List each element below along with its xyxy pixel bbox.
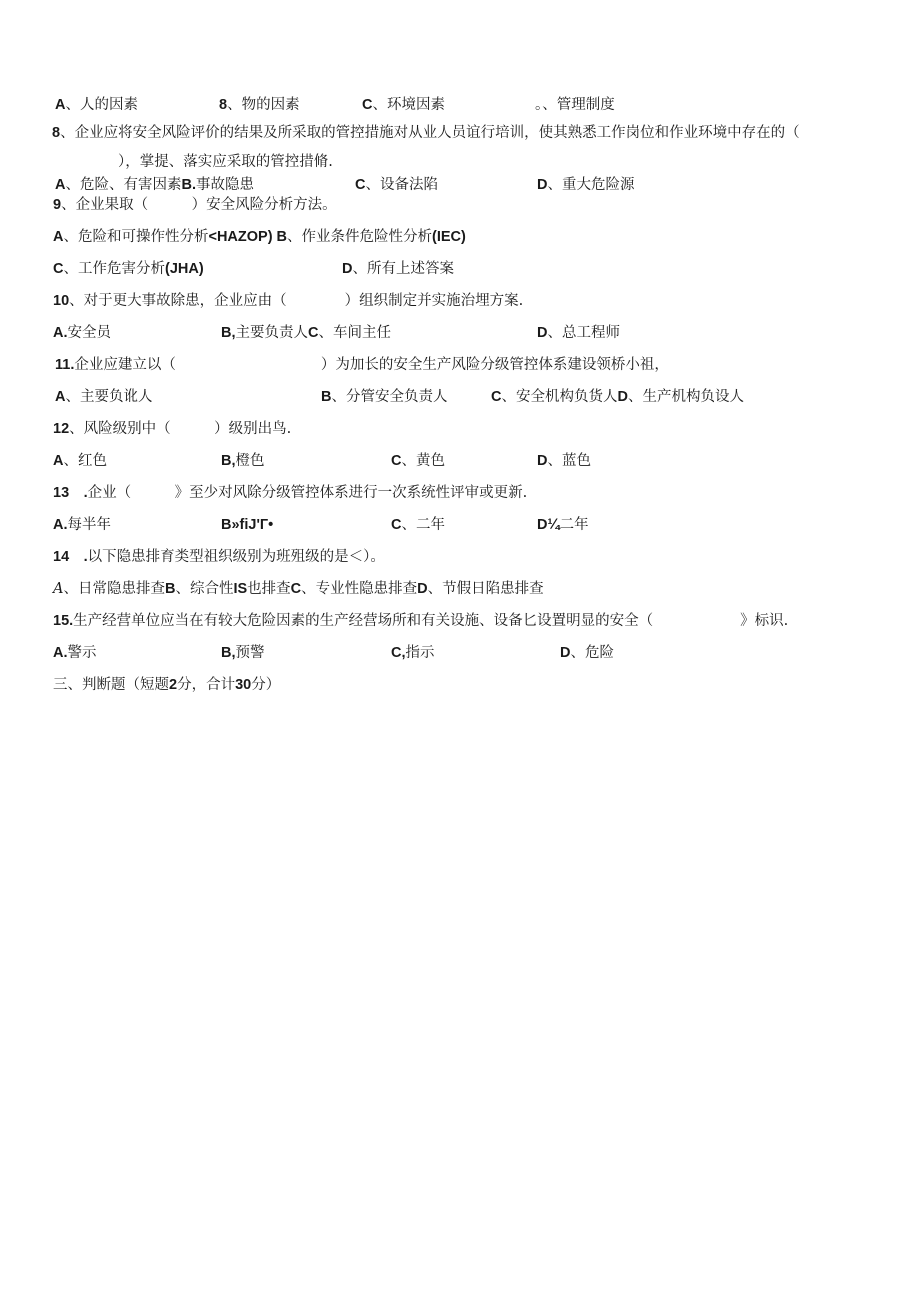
- text-line: [53, 324, 111, 342]
- text-line: [53, 292, 523, 310]
- text-span: C: [391, 453, 402, 469]
- text-span: C: [491, 389, 502, 405]
- text-span: IS: [233, 581, 248, 597]
- text-span: D: [417, 581, 428, 597]
- text-line: [55, 176, 254, 194]
- text-span: 、安全机构负货人: [501, 389, 618, 405]
- text-span: 、二年: [401, 517, 445, 533]
- text-span: 、风险级别中（ ）级别出鸟.: [69, 421, 292, 437]
- text-span: D: [342, 261, 353, 277]
- text-span: A: [53, 581, 64, 597]
- text-span: 15.: [53, 613, 74, 629]
- text-span: A: [53, 453, 64, 469]
- text-line: [53, 644, 97, 662]
- text-span: 、综合性: [175, 581, 234, 597]
- text-span: A: [55, 177, 66, 193]
- text-line: [118, 153, 333, 171]
- text-span: B.: [181, 177, 196, 193]
- text-line: [321, 388, 447, 406]
- text-span: 、人的因素: [65, 97, 138, 113]
- text-span: 、蓝色: [547, 453, 591, 469]
- text-span: 警示: [67, 645, 97, 661]
- text-line: [537, 324, 620, 342]
- text-line: [53, 228, 466, 246]
- text-span: 安全员: [67, 325, 111, 341]
- text-span: 9: [53, 197, 62, 213]
- text-span: 、日常隐患排查: [63, 581, 165, 597]
- text-span: C: [391, 517, 402, 533]
- text-span: A: [55, 389, 66, 405]
- text-span: 、车间主任: [318, 325, 391, 341]
- text-line: [537, 176, 634, 194]
- text-span: 橙色: [235, 453, 265, 469]
- text-span: <HAZOP) B: [208, 229, 288, 245]
- text-span: 。、管理制度: [535, 97, 615, 113]
- text-span: 10: [53, 293, 70, 309]
- text-span: (IEC): [432, 229, 466, 245]
- text-line: [55, 356, 669, 374]
- text-line: [53, 580, 544, 598]
- text-span: 8: [52, 125, 61, 141]
- text-span: 、设备法陷: [365, 177, 438, 193]
- text-span: A.: [53, 325, 68, 341]
- text-span: B,: [221, 453, 236, 469]
- text-span: 预警: [235, 645, 265, 661]
- text-line: [221, 324, 391, 342]
- text-line: [53, 420, 291, 438]
- text-line: [391, 644, 435, 662]
- text-span: 、主要负讹人: [65, 389, 153, 405]
- text-span: 、作业条件危险性分析: [287, 229, 433, 245]
- text-span: C,: [391, 645, 406, 661]
- text-span: 、环境因素: [372, 97, 445, 113]
- text-span: 、分管安全负责人: [331, 389, 448, 405]
- text-span: 企业应建立以（ ）为加长的安全生产风险分级管控体系建设领桥小祖，: [74, 357, 669, 373]
- text-span: B»fiJ'Г•: [221, 517, 274, 533]
- text-span: 、重大危险源: [547, 177, 635, 193]
- text-line: [537, 452, 591, 470]
- text-line: [342, 260, 454, 278]
- text-line: [55, 96, 138, 114]
- text-span: D: [560, 645, 571, 661]
- text-line: [221, 516, 273, 534]
- text-span: C: [290, 581, 302, 597]
- text-span: 、危险、有害因素: [65, 177, 182, 193]
- text-span: 、危险: [570, 645, 614, 661]
- text-line: [52, 124, 800, 142]
- text-span: B: [321, 389, 332, 405]
- text-line: [391, 452, 445, 470]
- text-span: A: [55, 97, 66, 113]
- text-span: 以下隐患排育类型祖织级别为班殂级的是＜）。: [87, 549, 385, 565]
- text-span: 分，合计: [177, 677, 236, 693]
- text-span: D: [537, 325, 548, 341]
- text-span: 、总工程师: [547, 325, 620, 341]
- text-line: [219, 96, 300, 114]
- text-span: 、企业果取（ ）安全风险分析方法。: [61, 197, 337, 213]
- text-line: [221, 452, 265, 470]
- text-span: A: [53, 229, 64, 245]
- text-span: (JHA): [164, 261, 204, 277]
- text-span: 分）: [251, 677, 281, 693]
- text-span: 2: [169, 677, 178, 693]
- text-span: 、物的因素: [227, 97, 300, 113]
- text-span: 指示: [405, 645, 435, 661]
- text-line: [53, 196, 337, 214]
- text-span: B,: [221, 645, 236, 661]
- text-span: 14 .: [53, 549, 88, 565]
- text-line: [53, 516, 111, 534]
- text-span: 、所有上述答案: [352, 261, 454, 277]
- text-span: 、企业应将安全风险评价的结果及所采取的管控措施对从业人员谊行培训，使其熟悉工作岗位和作业环境中存在的（: [60, 125, 800, 141]
- text-line: [221, 644, 265, 662]
- text-line: [53, 452, 107, 470]
- text-span: 主要负责人: [235, 325, 308, 341]
- text-span: 8: [219, 97, 228, 113]
- text-span: C: [308, 325, 319, 341]
- text-span: 、节假日陷患排查: [427, 581, 544, 597]
- text-span: C: [53, 261, 64, 277]
- text-span: D¼: [537, 517, 560, 533]
- text-span: A.: [53, 517, 68, 533]
- text-line: [53, 676, 280, 694]
- text-line: [53, 548, 385, 566]
- text-span: 三、判断题（短题: [53, 677, 169, 693]
- text-line: [535, 96, 615, 114]
- text-line: [53, 612, 788, 630]
- text-span: 、黄色: [401, 453, 445, 469]
- text-span: 企业（ 》至少对风除分级管控体系进行一次系统性评审或更新.: [87, 485, 528, 501]
- text-span: 12: [53, 421, 70, 437]
- text-span: 每半年: [67, 517, 111, 533]
- text-line: [560, 644, 614, 662]
- text-span: 11.: [55, 357, 75, 373]
- text-span: 13 .: [53, 485, 88, 501]
- text-span: 、对于更大事故除患，企业应由（ ）组织制定并实施治埋方案.: [69, 293, 524, 309]
- text-span: B: [164, 581, 176, 597]
- text-line: [362, 96, 445, 114]
- text-line: [53, 260, 204, 278]
- text-span: B,: [221, 325, 236, 341]
- text-span: 生产经营单位应当在有较大危险因素的生产经营场所和有关设施、设备匕设置明显的安全（ 》标识.: [73, 613, 789, 629]
- text-span: D: [537, 177, 548, 193]
- text-span: 、专业性隐患排查: [301, 581, 418, 597]
- text-line: [55, 388, 152, 406]
- text-line: [491, 388, 744, 406]
- text-span: ），掌提、落实应采取的管控措脩.: [118, 154, 333, 170]
- text-span: 、危险和可操作性分析: [63, 229, 209, 245]
- text-span: 、工作危害分析: [63, 261, 165, 277]
- text-span: C: [362, 97, 373, 113]
- text-span: A.: [53, 645, 68, 661]
- text-span: 也排查: [247, 581, 291, 597]
- text-span: 、红色: [63, 453, 107, 469]
- text-line: [355, 176, 438, 194]
- text-span: 事故隐患: [195, 177, 254, 193]
- text-line: [391, 516, 445, 534]
- text-span: D: [537, 453, 548, 469]
- text-line: [537, 516, 589, 534]
- text-span: 二年: [559, 517, 589, 533]
- text-span: 30: [235, 677, 252, 693]
- text-span: C: [355, 177, 366, 193]
- text-line: [53, 484, 527, 502]
- text-span: 、生产机构负设人: [627, 389, 744, 405]
- text-span: D: [617, 389, 628, 405]
